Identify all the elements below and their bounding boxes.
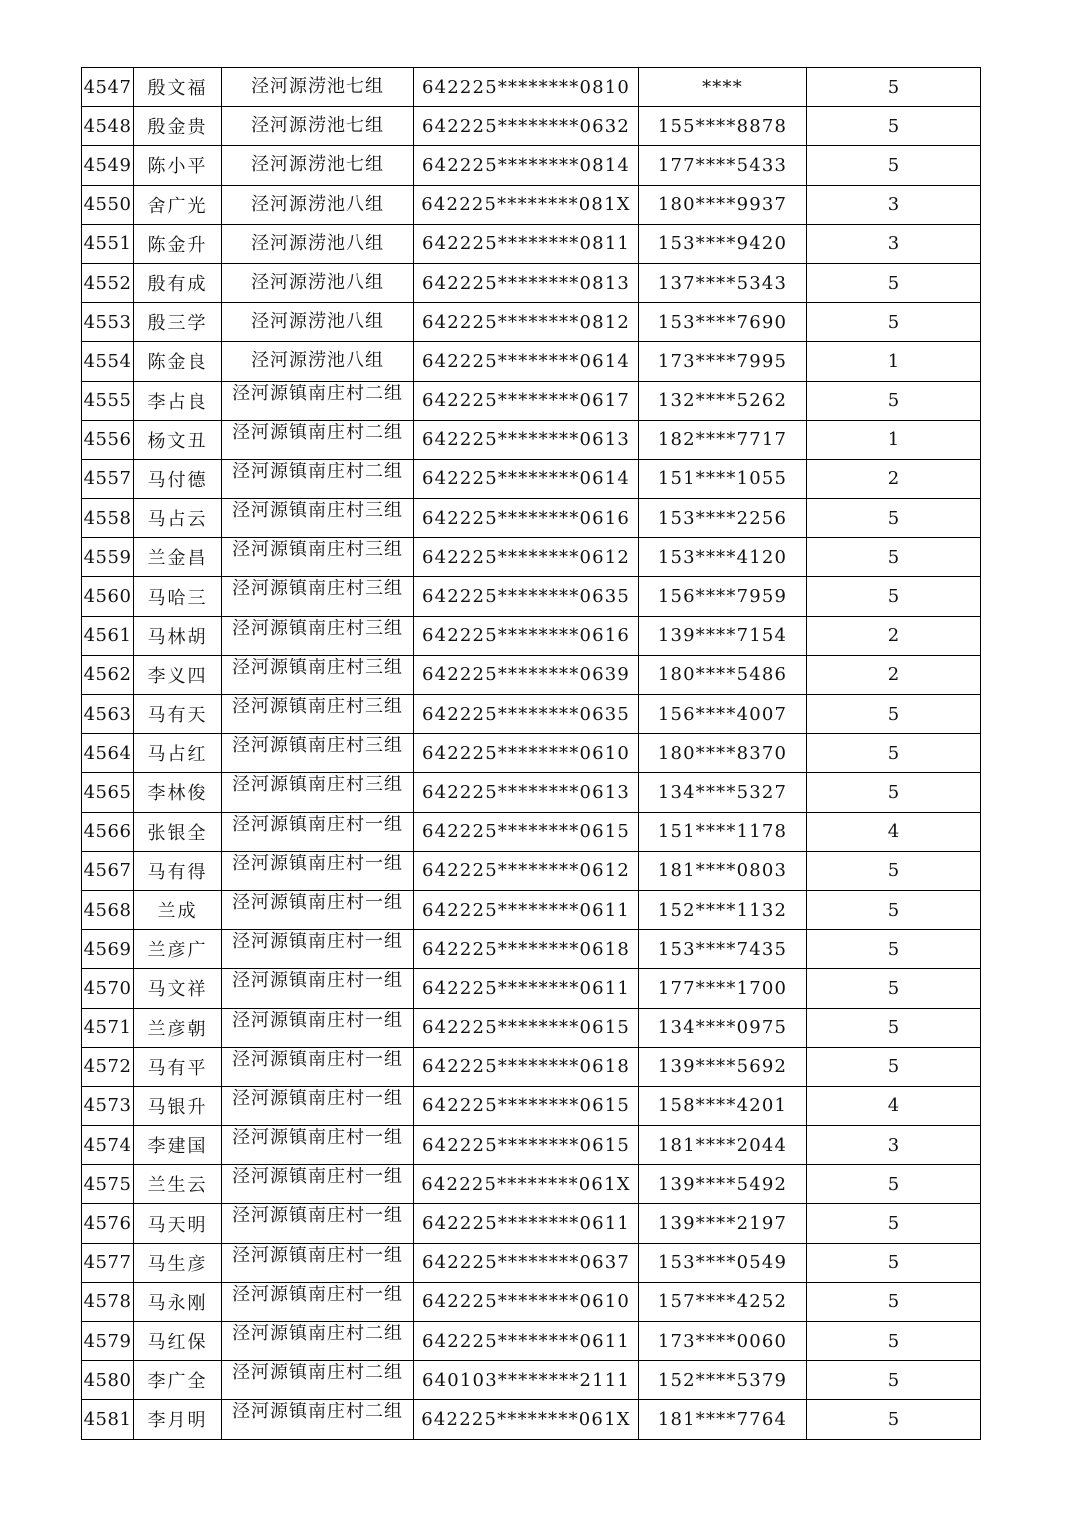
address-text: 泾河源镇南庄村一组 [232,814,403,835]
address-cell [222,1008,414,1047]
address-text: 泾河源镇南庄村一组 [232,1206,403,1227]
table-row [82,655,981,694]
count-cell: 5 [807,695,981,734]
count-cell: 5 [807,381,981,420]
address-text: 泾河源镇南庄村一组 [232,853,403,874]
person-name-cell: 马红保 [134,1322,222,1361]
address-cell [222,773,414,812]
row-number-cell: 4567 [82,851,134,890]
address-text: 泾河源涝池七组 [251,154,384,176]
phone-number-cell: 173****7995 [639,342,807,381]
phone-number-cell: 139****7154 [639,616,807,655]
row-number-cell: 4550 [82,185,134,224]
count-cell: 5 [807,263,981,302]
phone-number-cell: 139****5492 [639,1165,807,1204]
row-number-cell: 4552 [82,263,134,302]
id-number-cell: 642225********0613 [414,773,639,812]
row-number-cell: 4554 [82,342,134,381]
table-row [82,303,981,342]
count-cell: 4 [807,812,981,851]
table-row [82,1126,981,1165]
table-row [82,616,981,655]
id-number-cell: 642225********0632 [414,107,639,146]
table-row [82,263,981,302]
phone-number-cell: 173****0060 [639,1322,807,1361]
id-number-cell: 642225********0813 [414,263,639,302]
row-number-cell: 4577 [82,1243,134,1282]
id-number-cell: 642225********0639 [414,655,639,694]
row-number-cell: 4562 [82,655,134,694]
id-number-cell: 642225********061X [414,1400,639,1439]
address-cell [222,1204,414,1243]
id-number-cell: 642225********0615 [414,812,639,851]
address-cell [222,851,414,890]
count-cell: 5 [807,930,981,969]
phone-number-cell: 132****5262 [639,381,807,420]
row-number-cell: 4573 [82,1086,134,1125]
id-number-cell: 642225********0610 [414,734,639,773]
address-cell [222,734,414,773]
person-name-cell: 马生彦 [134,1243,222,1282]
count-cell: 5 [807,577,981,616]
count-cell: 2 [807,616,981,655]
table-row [82,812,981,851]
count-cell: 5 [807,303,981,342]
phone-number-cell: 139****2197 [639,1204,807,1243]
address-cell [222,1086,414,1125]
count-cell: 5 [807,1361,981,1400]
person-name-cell: 马银升 [134,1086,222,1125]
person-name-cell: 马有平 [134,1047,222,1086]
address-text: 泾河源镇南庄村二组 [232,383,403,404]
count-cell: 5 [807,773,981,812]
count-cell: 3 [807,185,981,224]
address-cell [222,1243,414,1282]
person-name-cell: 李月明 [134,1400,222,1439]
count-cell: 2 [807,459,981,498]
address-text: 泾河源镇南庄村一组 [232,1128,403,1149]
address-text: 泾河源镇南庄村一组 [232,932,403,953]
phone-number-cell: 153****7435 [639,930,807,969]
id-number-cell: 642225********0616 [414,616,639,655]
id-number-cell: 642225********0615 [414,1126,639,1165]
table-row [82,342,981,381]
address-text: 泾河源涝池八组 [251,311,384,333]
address-text: 泾河源涝池八组 [251,193,384,215]
address-text: 泾河源镇南庄村三组 [232,736,403,757]
address-cell [222,577,414,616]
id-number-cell: 642225********0637 [414,1243,639,1282]
id-number-cell: 642225********0618 [414,1047,639,1086]
person-name-cell: 殷金贵 [134,107,222,146]
address-text: 泾河源镇南庄村三组 [232,657,403,678]
phone-number-cell: 134****5327 [639,773,807,812]
count-cell: 5 [807,1047,981,1086]
count-cell: 5 [807,1282,981,1321]
address-cell [222,1047,414,1086]
table-row [82,773,981,812]
count-cell: 5 [807,146,981,185]
address-cell [222,224,414,263]
phone-number-cell: 155****8878 [639,107,807,146]
row-number-cell: 4559 [82,538,134,577]
address-cell [222,107,414,146]
count-cell: 2 [807,655,981,694]
row-number-cell: 4564 [82,734,134,773]
table-row [82,1165,981,1204]
id-number-cell: 642225********0810 [414,68,639,107]
person-name-cell: 马占红 [134,734,222,773]
table-row [82,577,981,616]
phone-number-cell: 177****5433 [639,146,807,185]
address-cell [222,695,414,734]
address-text: 泾河源镇南庄村三组 [232,618,403,639]
row-number-cell: 4558 [82,499,134,538]
row-number-cell: 4571 [82,1008,134,1047]
address-text: 泾河源镇南庄村一组 [232,1088,403,1109]
address-cell [222,1126,414,1165]
id-number-cell: 642225********0635 [414,695,639,734]
id-number-cell: 642225********081X [414,185,639,224]
person-name-cell: 兰彦广 [134,930,222,969]
address-cell [222,1165,414,1204]
address-cell [222,146,414,185]
id-number-cell: 642225********0618 [414,930,639,969]
id-number-cell: 642225********0611 [414,969,639,1008]
table-row [82,420,981,459]
table-row [82,890,981,929]
table-row [82,381,981,420]
address-text: 泾河源镇南庄村二组 [232,461,403,482]
id-number-cell: 642225********0635 [414,577,639,616]
id-number-cell: 642225********0614 [414,342,639,381]
phone-number-cell: 153****9420 [639,224,807,263]
count-cell: 5 [807,499,981,538]
phone-number-cell: 153****7690 [639,303,807,342]
phone-number-cell: 177****1700 [639,969,807,1008]
address-cell [222,812,414,851]
count-cell: 5 [807,969,981,1008]
id-number-cell: 642225********0614 [414,459,639,498]
phone-number-cell: 181****2044 [639,1126,807,1165]
table-row [82,1047,981,1086]
row-number-cell: 4557 [82,459,134,498]
person-name-cell: 李建国 [134,1126,222,1165]
id-number-cell: 642225********0613 [414,420,639,459]
phone-number-cell: 156****4007 [639,695,807,734]
address-cell [222,342,414,381]
address-text: 泾河源涝池七组 [251,115,384,137]
phone-number-cell: 152****5379 [639,1361,807,1400]
id-number-cell: 642225********0610 [414,1282,639,1321]
address-cell [222,969,414,1008]
address-cell [222,381,414,420]
address-text: 泾河源涝池八组 [251,350,384,372]
roster-table [81,67,981,1440]
address-cell [222,420,414,459]
table-row [82,185,981,224]
address-text: 泾河源镇南庄村一组 [232,1010,403,1031]
row-number-cell: 4579 [82,1322,134,1361]
address-cell [222,1282,414,1321]
row-number-cell: 4575 [82,1165,134,1204]
phone-number-cell: 134****0975 [639,1008,807,1047]
table-row [82,107,981,146]
table-row [82,459,981,498]
count-cell: 5 [807,68,981,107]
table-row [82,1086,981,1125]
phone-number-cell: 153****4120 [639,538,807,577]
id-number-cell: 640103********2111 [414,1361,639,1400]
count-cell: 5 [807,1243,981,1282]
person-name-cell: 马文祥 [134,969,222,1008]
address-cell [222,930,414,969]
address-text: 泾河源镇南庄村三组 [232,579,403,600]
phone-number-cell: 153****0549 [639,1243,807,1282]
person-name-cell: 马永刚 [134,1282,222,1321]
address-cell [222,538,414,577]
row-number-cell: 4570 [82,969,134,1008]
id-number-cell: 642225********0812 [414,303,639,342]
address-text: 泾河源镇南庄村一组 [232,971,403,992]
phone-number-cell: 180****5486 [639,655,807,694]
phone-number-cell: 151****1055 [639,459,807,498]
row-number-cell: 4580 [82,1361,134,1400]
count-cell: 1 [807,420,981,459]
row-number-cell: 4549 [82,146,134,185]
address-cell [222,616,414,655]
row-number-cell: 4561 [82,616,134,655]
person-name-cell: 舍广光 [134,185,222,224]
roster-body [82,68,981,1440]
row-number-cell: 4556 [82,420,134,459]
row-number-cell: 4560 [82,577,134,616]
row-number-cell: 4547 [82,68,134,107]
row-number-cell: 4568 [82,890,134,929]
phone-number-cell: 180****8370 [639,734,807,773]
row-number-cell: 4578 [82,1282,134,1321]
row-number-cell: 4563 [82,695,134,734]
address-text: 泾河源镇南庄村一组 [232,1049,403,1070]
id-number-cell: 642225********0611 [414,890,639,929]
person-name-cell: 陈金良 [134,342,222,381]
count-cell: 5 [807,1165,981,1204]
address-cell [222,655,414,694]
person-name-cell: 马有天 [134,695,222,734]
table-row [82,1400,981,1439]
address-text: 泾河源镇南庄村二组 [232,1363,403,1384]
id-number-cell: 642225********0616 [414,499,639,538]
phone-number-cell: 181****7764 [639,1400,807,1439]
count-cell: 5 [807,734,981,773]
id-number-cell: 642225********0611 [414,1204,639,1243]
person-name-cell: 陈小平 [134,146,222,185]
table-row [82,1322,981,1361]
count-cell: 5 [807,1400,981,1439]
id-number-cell: 642225********0612 [414,851,639,890]
address-text: 泾河源镇南庄村二组 [232,1324,403,1344]
id-number-cell: 642225********0615 [414,1086,639,1125]
row-number-cell: 4553 [82,303,134,342]
address-cell [222,263,414,302]
address-text: 泾河源镇南庄村一组 [232,1284,403,1305]
table-row [82,68,981,107]
person-name-cell: 马付德 [134,459,222,498]
row-number-cell: 4569 [82,930,134,969]
table-row [82,695,981,734]
row-number-cell: 4574 [82,1126,134,1165]
table-row [82,499,981,538]
count-cell: 5 [807,1008,981,1047]
id-number-cell: 642225********0811 [414,224,639,263]
id-number-cell: 642225********0612 [414,538,639,577]
table-row [82,1204,981,1243]
id-number-cell: 642225********0617 [414,381,639,420]
address-cell [222,459,414,498]
count-cell: 5 [807,1322,981,1361]
address-text: 泾河源镇南庄村三组 [232,775,403,796]
row-number-cell: 4551 [82,224,134,263]
table-row [82,930,981,969]
phone-number-cell: 158****4201 [639,1086,807,1125]
table-row [82,969,981,1008]
person-name-cell: 兰生云 [134,1165,222,1204]
count-cell: 1 [807,342,981,381]
address-cell [222,1322,414,1361]
row-number-cell: 4565 [82,773,134,812]
person-name-cell: 杨文丑 [134,420,222,459]
count-cell: 3 [807,1126,981,1165]
address-cell [222,68,414,107]
person-name-cell: 兰成 [134,890,222,929]
count-cell: 5 [807,851,981,890]
phone-number-cell: 182****7717 [639,420,807,459]
person-name-cell: 李林俊 [134,773,222,812]
row-number-cell: 4576 [82,1204,134,1243]
table-row [82,146,981,185]
address-text: 泾河源镇南庄村一组 [232,1167,403,1188]
table-row [82,224,981,263]
count-cell: 5 [807,1204,981,1243]
row-number-cell: 4581 [82,1400,134,1439]
person-name-cell: 兰金昌 [134,538,222,577]
person-name-cell: 马有得 [134,851,222,890]
phone-number-cell: 153****2256 [639,499,807,538]
phone-number-cell: 157****4252 [639,1282,807,1321]
person-name-cell: 兰彦朝 [134,1008,222,1047]
table-row [82,734,981,773]
person-name-cell: 马天明 [134,1204,222,1243]
phone-number-cell: 139****5692 [639,1047,807,1086]
row-number-cell: 4548 [82,107,134,146]
address-text: 泾河源涝池八组 [251,272,384,294]
count-cell: 5 [807,890,981,929]
table-row [82,851,981,890]
address-cell [222,1400,414,1439]
address-text: 泾河源镇南庄村一组 [232,1245,403,1266]
phone-number-cell: **** [639,68,807,107]
address-text: 泾河源镇南庄村一组 [232,892,403,913]
address-cell [222,185,414,224]
address-text: 泾河源镇南庄村三组 [232,540,403,561]
id-number-cell: 642225********061X [414,1165,639,1204]
address-text: 泾河源涝池八组 [251,232,384,254]
table-row [82,538,981,577]
person-name-cell: 殷三学 [134,303,222,342]
phone-number-cell: 180****9937 [639,185,807,224]
address-text: 泾河源涝池七组 [251,76,384,98]
phone-number-cell: 151****1178 [639,812,807,851]
id-number-cell: 642225********0814 [414,146,639,185]
person-name-cell: 马林胡 [134,616,222,655]
person-name-cell: 陈金升 [134,224,222,263]
phone-number-cell: 137****5343 [639,263,807,302]
person-name-cell: 李义四 [134,655,222,694]
person-name-cell: 殷文福 [134,68,222,107]
table-row [82,1361,981,1400]
table-row [82,1282,981,1321]
id-number-cell: 642225********0615 [414,1008,639,1047]
address-text: 泾河源镇南庄村二组 [232,422,403,443]
count-cell: 5 [807,538,981,577]
row-number-cell: 4572 [82,1047,134,1086]
address-cell [222,890,414,929]
address-cell [222,303,414,342]
count-cell: 4 [807,1086,981,1125]
person-name-cell: 李广全 [134,1361,222,1400]
phone-number-cell: 181****0803 [639,851,807,890]
phone-number-cell: 156****7959 [639,577,807,616]
id-number-cell: 642225********0611 [414,1322,639,1361]
address-cell [222,1361,414,1400]
count-cell: 5 [807,107,981,146]
address-cell [222,499,414,538]
phone-number-cell: 152****1132 [639,890,807,929]
person-name-cell: 张银全 [134,812,222,851]
address-text: 泾河源镇南庄村三组 [232,697,403,717]
address-text: 泾河源镇南庄村三组 [232,501,403,522]
table-row [82,1008,981,1047]
address-text: 泾河源镇南庄村二组 [232,1402,403,1423]
row-number-cell: 4566 [82,812,134,851]
person-name-cell: 马哈三 [134,577,222,616]
count-cell: 3 [807,224,981,263]
row-number-cell: 4555 [82,381,134,420]
person-name-cell: 李占良 [134,381,222,420]
table-row [82,1243,981,1282]
person-name-cell: 马占云 [134,499,222,538]
person-name-cell: 殷有成 [134,263,222,302]
